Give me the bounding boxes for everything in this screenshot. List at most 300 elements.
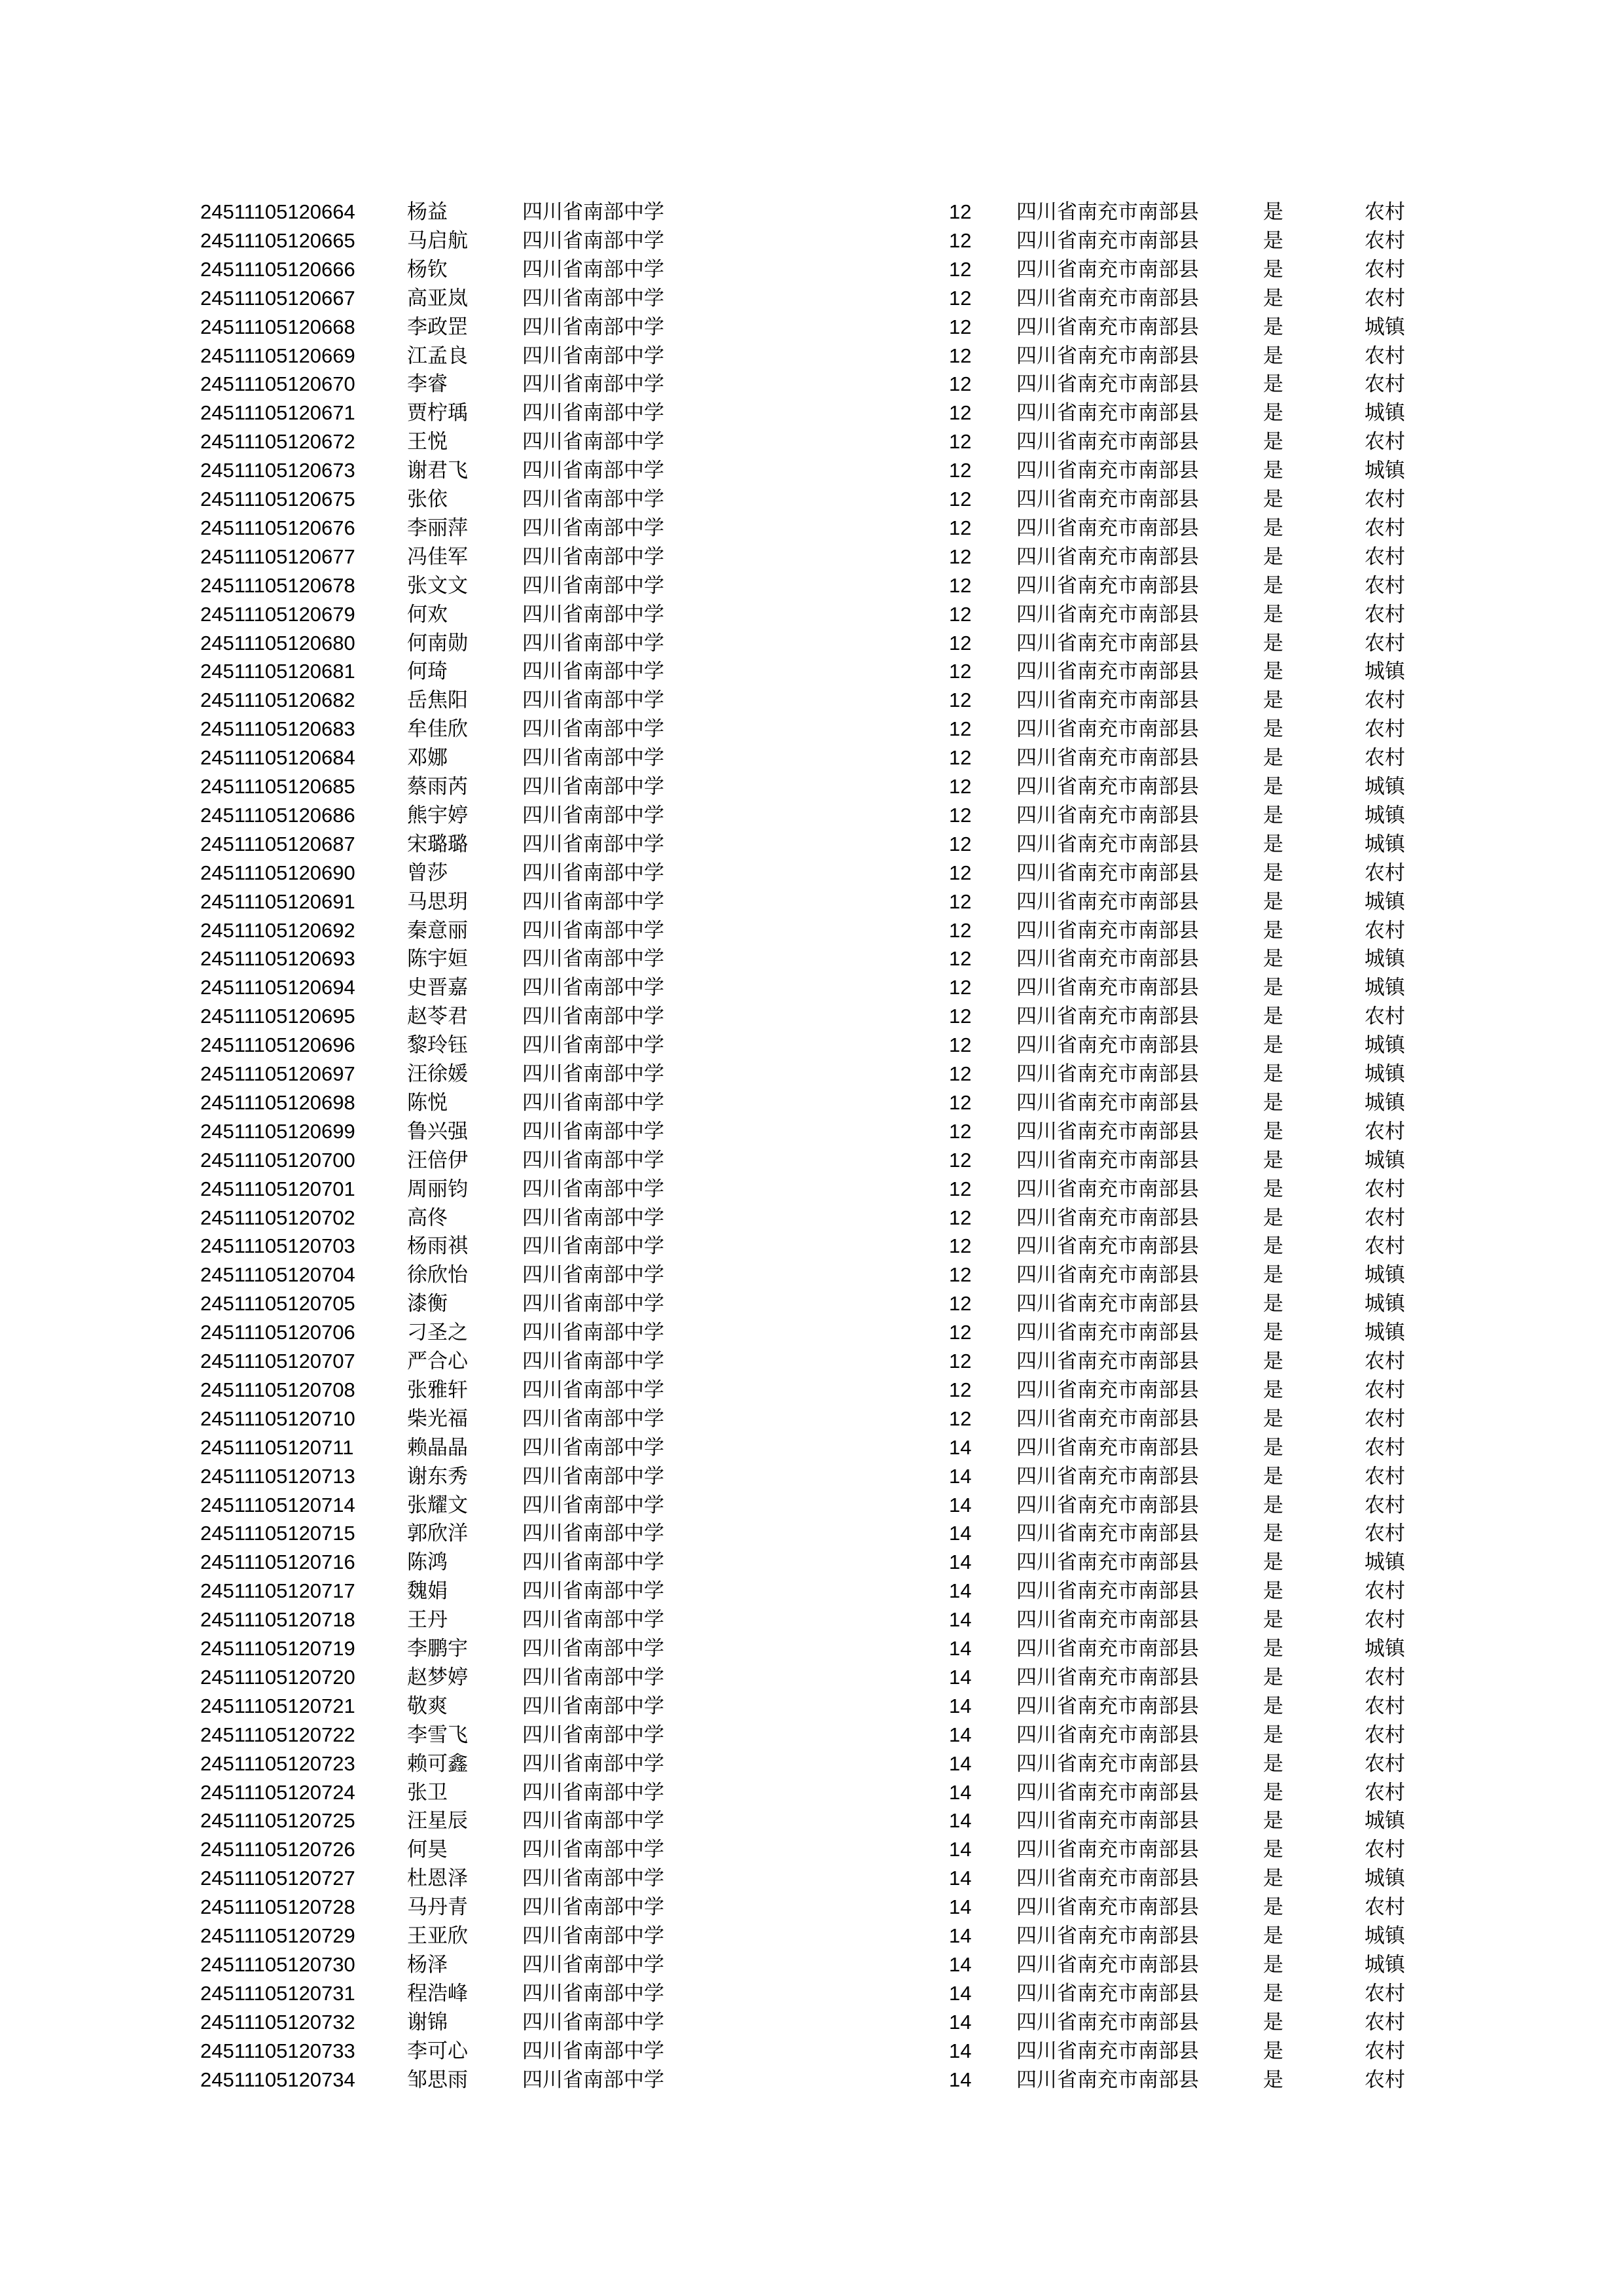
grade-cell: 12 [949,832,972,855]
student-name-cell: 鲁兴强 [407,1119,468,1143]
student-id-cell: 24511105120665 [200,228,355,252]
status-cell: 是 [1263,257,1283,281]
address-cell: 四川省南充市南部县 [1016,1751,1199,1776]
student-id-cell: 24511105120679 [200,602,355,626]
status-cell: 是 [1263,1838,1283,1862]
student-name-cell: 郭欣洋 [407,1522,468,1546]
status-cell: 是 [1263,1493,1283,1517]
table-row [0,888,1623,916]
area-type-cell: 农村 [1364,1522,1405,1546]
address-cell: 四川省南充市南部县 [1016,545,1199,569]
table-row [0,1491,1623,1520]
school-cell: 四川省南部中学 [522,545,664,569]
student-id-cell: 24511105120673 [200,459,355,482]
grade-cell: 14 [949,1665,972,1689]
school-cell: 四川省南部中学 [522,1407,664,1431]
school-cell: 四川省南部中学 [522,803,664,827]
student-name-cell: 李雪飞 [407,1723,468,1747]
status-cell: 是 [1263,1608,1283,1632]
grade-cell: 12 [949,401,972,425]
table-row [0,973,1623,1002]
student-name-cell: 何昊 [407,1838,448,1862]
status-cell: 是 [1263,516,1283,540]
student-id-cell: 24511105120677 [200,545,355,568]
status-cell: 是 [1263,1723,1283,1747]
student-name-cell: 江孟良 [407,344,468,368]
area-type-cell: 城镇 [1364,889,1405,914]
area-type-cell: 农村 [1364,1723,1405,1747]
status-cell: 是 [1263,488,1283,511]
table-row [0,657,1623,686]
school-cell: 四川省南部中学 [522,1579,664,1604]
student-id-cell: 24511105120732 [200,2010,355,2034]
address-cell: 四川省南充市南部县 [1016,1838,1199,1862]
student-name-cell: 赖晶晶 [407,1435,468,1460]
address-cell: 四川省南充市南部县 [1016,1177,1199,1201]
grade-cell: 14 [949,1838,972,1861]
area-type-cell: 城镇 [1364,775,1405,798]
student-id-cell: 24511105120728 [200,1895,355,1919]
school-cell: 四川省南部中学 [522,889,664,914]
student-name-cell: 杨雨祺 [407,1234,468,1259]
student-name-cell: 高佟 [407,1206,448,1230]
school-cell: 四川省南部中学 [522,1867,664,1891]
student-name-cell: 魏娟 [407,1579,448,1604]
grade-cell: 12 [949,1407,972,1430]
status-cell: 是 [1263,430,1283,454]
school-cell: 四川省南部中学 [522,861,664,885]
table-row [0,916,1623,945]
table-row [0,1749,1623,1778]
address-cell: 四川省南充市南部县 [1016,918,1199,942]
status-cell: 是 [1263,1665,1283,1689]
school-cell: 四川省南部中学 [522,430,664,454]
area-type-cell: 农村 [1364,430,1405,454]
table-row [0,1175,1623,1204]
student-name-cell: 邓娜 [407,746,448,770]
area-type-cell: 农村 [1364,1464,1405,1488]
table-row [0,514,1623,543]
student-name-cell: 徐欣怡 [407,1263,468,1287]
table-row [0,485,1623,514]
address-cell: 四川省南充市南部县 [1016,2010,1199,2034]
school-cell: 四川省南部中学 [522,401,664,425]
address-cell: 四川省南充市南部县 [1016,1981,1199,2005]
address-cell: 四川省南充市南部县 [1016,1062,1199,1086]
school-cell: 四川省南部中学 [522,1435,664,1460]
area-type-cell: 城镇 [1364,1551,1405,1575]
grade-cell: 14 [949,1464,972,1488]
student-id-cell: 24511105120726 [200,1838,355,1861]
address-cell: 四川省南充市南部县 [1016,947,1199,971]
student-name-cell: 李可心 [407,2039,468,2063]
area-type-cell: 农村 [1364,746,1405,770]
grade-cell: 12 [949,516,972,539]
address-cell: 四川省南充市南部县 [1016,1407,1199,1431]
address-cell: 四川省南充市南部县 [1016,746,1199,770]
grade-cell: 14 [949,1551,972,1574]
status-cell: 是 [1263,775,1283,798]
area-type-cell: 农村 [1364,1005,1405,1029]
status-cell: 是 [1263,315,1283,339]
grade-cell: 14 [949,1723,972,1746]
area-type-cell: 城镇 [1364,976,1405,1000]
school-cell: 四川省南部中学 [522,1895,664,1920]
student-name-cell: 马思玥 [407,889,468,914]
school-cell: 四川省南部中学 [522,286,664,310]
student-id-cell: 24511105120687 [200,832,355,855]
area-type-cell: 农村 [1364,1838,1405,1862]
address-cell: 四川省南充市南部县 [1016,573,1199,598]
student-id-cell: 24511105120701 [200,1177,355,1200]
school-cell: 四川省南部中学 [522,315,664,339]
student-id-cell: 24511105120672 [200,430,355,454]
grade-cell: 12 [949,717,972,741]
student-id-cell: 24511105120696 [200,1033,355,1057]
table-row [0,198,1623,226]
table-row [0,427,1623,456]
area-type-cell: 城镇 [1364,1148,1405,1172]
table-row [0,686,1623,715]
area-type-cell: 农村 [1364,1981,1405,2005]
table-row [0,944,1623,973]
table-row [0,1289,1623,1318]
address-cell: 四川省南充市南部县 [1016,631,1199,655]
address-cell: 四川省南充市南部县 [1016,1551,1199,1575]
table-row [0,1893,1623,1922]
area-type-cell: 农村 [1364,861,1405,885]
student-name-cell: 冯佳军 [407,545,468,569]
student-name-cell: 何琦 [407,660,448,684]
area-type-cell: 城镇 [1364,1090,1405,1115]
grade-cell: 14 [949,1694,972,1717]
student-name-cell: 赵苓君 [407,1005,468,1029]
grade-cell: 14 [949,1895,972,1919]
status-cell: 是 [1263,344,1283,368]
student-name-cell: 谢锦 [407,2010,448,2034]
student-name-cell: 史晋嘉 [407,976,468,1000]
table-row [0,313,1623,342]
student-id-cell: 24511105120731 [200,1981,355,2005]
area-type-cell: 农村 [1364,1780,1405,1804]
student-id-cell: 24511105120692 [200,918,355,942]
status-cell: 是 [1263,947,1283,971]
status-cell: 是 [1263,573,1283,598]
table-row [0,744,1623,772]
status-cell: 是 [1263,1551,1283,1575]
grade-cell: 12 [949,660,972,683]
student-id-cell: 24511105120683 [200,717,355,741]
address-cell: 四川省南充市南部县 [1016,1522,1199,1546]
address-cell: 四川省南充市南部县 [1016,976,1199,1000]
area-type-cell: 农村 [1364,488,1405,511]
grade-cell: 14 [949,1608,972,1632]
area-type-cell: 农村 [1364,1177,1405,1201]
student-name-cell: 严合心 [407,1350,468,1373]
grade-cell: 12 [949,430,972,454]
student-name-cell: 张文文 [407,573,468,598]
grade-cell: 12 [949,861,972,884]
grade-cell: 12 [949,631,972,655]
address-cell: 四川省南充市南部县 [1016,1321,1199,1345]
table-row [0,1376,1623,1405]
student-name-cell: 邹思雨 [407,2068,468,2092]
student-name-cell: 李政罡 [407,315,468,339]
address-cell: 四川省南充市南部县 [1016,1234,1199,1259]
address-cell: 四川省南充市南部县 [1016,1350,1199,1373]
table-row [0,1060,1623,1088]
student-id-cell: 24511105120700 [200,1148,355,1172]
status-cell: 是 [1263,1292,1283,1316]
address-cell: 四川省南充市南部县 [1016,1378,1199,1402]
address-cell: 四川省南充市南部县 [1016,344,1199,368]
grade-cell: 14 [949,1522,972,1545]
student-name-cell: 杨益 [407,200,448,224]
address-cell: 四川省南充市南部县 [1016,660,1199,684]
student-id-cell: 24511105120702 [200,1206,355,1229]
school-cell: 四川省南部中学 [522,1493,664,1517]
student-id-cell: 24511105120706 [200,1321,355,1344]
area-type-cell: 农村 [1364,516,1405,540]
table-row [0,1922,1623,1950]
school-cell: 四川省南部中学 [522,660,664,684]
school-cell: 四川省南部中学 [522,602,664,626]
area-type-cell: 农村 [1364,1378,1405,1402]
status-cell: 是 [1263,1321,1283,1345]
student-name-cell: 蔡雨芮 [407,775,468,798]
student-id-cell: 24511105120714 [200,1493,355,1516]
student-name-cell: 杨钦 [407,257,448,281]
table-row [0,2066,1623,2094]
area-type-cell: 农村 [1364,1350,1405,1373]
address-cell: 四川省南充市南部县 [1016,1694,1199,1718]
school-cell: 四川省南部中学 [522,1177,664,1201]
table-row [0,1405,1623,1433]
area-type-cell: 城镇 [1364,947,1405,971]
address-cell: 四川省南充市南部县 [1016,889,1199,914]
table-row [0,1204,1623,1232]
student-name-cell: 谢君飞 [407,459,468,483]
student-id-cell: 24511105120694 [200,976,355,999]
area-type-cell: 农村 [1364,918,1405,942]
address-cell: 四川省南充市南部县 [1016,1464,1199,1488]
school-cell: 四川省南部中学 [522,488,664,511]
school-cell: 四川省南部中学 [522,1694,664,1718]
area-type-cell: 农村 [1364,1694,1405,1718]
school-cell: 四川省南部中学 [522,832,664,856]
school-cell: 四川省南部中学 [522,1090,664,1115]
address-cell: 四川省南充市南部县 [1016,488,1199,511]
grade-cell: 14 [949,1780,972,1804]
address-cell: 四川省南充市南部县 [1016,430,1199,454]
area-type-cell: 农村 [1364,344,1405,368]
table-row [0,1835,1623,1864]
address-cell: 四川省南充市南部县 [1016,1665,1199,1689]
status-cell: 是 [1263,1464,1283,1488]
status-cell: 是 [1263,631,1283,655]
address-cell: 四川省南充市南部县 [1016,1608,1199,1632]
student-id-cell: 24511105120698 [200,1090,355,1114]
address-cell: 四川省南充市南部县 [1016,459,1199,483]
table-row [0,1088,1623,1117]
school-cell: 四川省南部中学 [522,1234,664,1259]
school-cell: 四川省南部中学 [522,631,664,655]
address-cell: 四川省南充市南部县 [1016,1895,1199,1920]
status-cell: 是 [1263,602,1283,626]
student-name-cell: 张雅轩 [407,1378,468,1402]
address-cell: 四川省南充市南部县 [1016,689,1199,713]
table-row [0,284,1623,313]
school-cell: 四川省南部中学 [522,200,664,224]
student-id-cell: 24511105120730 [200,1952,355,1976]
school-cell: 四川省南部中学 [522,1464,664,1488]
student-name-cell: 马丹青 [407,1895,468,1920]
area-type-cell: 农村 [1364,717,1405,742]
address-cell: 四川省南充市南部县 [1016,1148,1199,1172]
grade-cell: 12 [949,889,972,913]
student-id-cell: 24511105120668 [200,315,355,338]
grade-cell: 14 [949,1809,972,1833]
grade-cell: 12 [949,602,972,626]
address-cell: 四川省南充市南部县 [1016,286,1199,310]
school-cell: 四川省南部中学 [522,1981,664,2005]
school-cell: 四川省南部中学 [522,2068,664,2092]
school-cell: 四川省南部中学 [522,2039,664,2063]
area-type-cell: 农村 [1364,286,1405,310]
school-cell: 四川省南部中学 [522,1005,664,1029]
area-type-cell: 农村 [1364,1206,1405,1230]
grade-cell: 12 [949,257,972,281]
student-id-cell: 24511105120681 [200,660,355,683]
student-id-cell: 24511105120695 [200,1005,355,1028]
school-cell: 四川省南部中学 [522,1952,664,1977]
student-name-cell: 牟佳欣 [407,717,468,742]
student-id-cell: 24511105120685 [200,775,355,798]
table-row [0,859,1623,888]
school-cell: 四川省南部中学 [522,976,664,1000]
student-id-cell: 24511105120693 [200,947,355,971]
status-cell: 是 [1263,1206,1283,1230]
student-name-cell: 王丹 [407,1608,448,1632]
address-cell: 四川省南充市南部县 [1016,1637,1199,1660]
table-row [0,226,1623,255]
student-id-cell: 24511105120720 [200,1665,355,1689]
school-cell: 四川省南部中学 [522,1321,664,1345]
grade-cell: 14 [949,1924,972,1947]
status-cell: 是 [1263,1694,1283,1718]
student-name-cell: 王亚欣 [407,1924,468,1948]
area-type-cell: 农村 [1364,2039,1405,2063]
school-cell: 四川省南部中学 [522,372,664,397]
school-cell: 四川省南部中学 [522,1292,664,1316]
student-name-cell: 黎玲钰 [407,1033,468,1058]
area-type-cell: 农村 [1364,1665,1405,1689]
grade-cell: 12 [949,947,972,971]
grade-cell: 14 [949,1493,972,1516]
address-cell: 四川省南充市南部县 [1016,1090,1199,1115]
status-cell: 是 [1263,1952,1283,1977]
status-cell: 是 [1263,2039,1283,2063]
table-row [0,2008,1623,2037]
student-name-cell: 汪倍伊 [407,1148,468,1172]
area-type-cell: 农村 [1364,2010,1405,2034]
school-cell: 四川省南部中学 [522,573,664,598]
address-cell: 四川省南充市南部县 [1016,1005,1199,1029]
student-name-cell: 敬爽 [407,1694,448,1718]
student-id-cell: 24511105120725 [200,1809,355,1833]
table-row [0,1232,1623,1261]
grade-cell: 12 [949,228,972,252]
student-name-cell: 熊宇婷 [407,803,468,827]
area-type-cell: 农村 [1364,631,1405,655]
school-cell: 四川省南部中学 [522,257,664,281]
grade-cell: 14 [949,2039,972,2062]
area-type-cell: 城镇 [1364,315,1405,339]
student-name-cell: 岳焦阳 [407,689,468,713]
student-id-cell: 24511105120667 [200,286,355,310]
school-cell: 四川省南部中学 [522,1148,664,1172]
area-type-cell: 农村 [1364,1608,1405,1632]
student-id-cell: 24511105120691 [200,889,355,913]
table-row [0,1117,1623,1146]
student-name-cell: 柴光福 [407,1407,468,1431]
status-cell: 是 [1263,1148,1283,1172]
grade-cell: 12 [949,1378,972,1401]
status-cell: 是 [1263,803,1283,827]
address-cell: 四川省南充市南部县 [1016,832,1199,856]
status-cell: 是 [1263,746,1283,770]
address-cell: 四川省南充市南部县 [1016,516,1199,540]
grade-cell: 12 [949,459,972,482]
grade-cell: 12 [949,1321,972,1344]
student-id-cell: 24511105120704 [200,1263,355,1287]
school-cell: 四川省南部中学 [522,1751,664,1776]
status-cell: 是 [1263,1119,1283,1143]
school-cell: 四川省南部中学 [522,1263,664,1287]
area-type-cell: 农村 [1364,1234,1405,1259]
student-name-cell: 陈鸿 [407,1551,448,1575]
table-row [0,1692,1623,1721]
status-cell: 是 [1263,1350,1283,1373]
address-cell: 四川省南充市南部县 [1016,775,1199,798]
school-cell: 四川省南部中学 [522,1924,664,1948]
student-name-cell: 程浩峰 [407,1981,468,2005]
table-row [0,1778,1623,1807]
school-cell: 四川省南部中学 [522,918,664,942]
status-cell: 是 [1263,861,1283,885]
student-id-cell: 24511105120724 [200,1780,355,1804]
school-cell: 四川省南部中学 [522,1608,664,1632]
status-cell: 是 [1263,200,1283,224]
student-id-cell: 24511105120686 [200,803,355,827]
area-type-cell: 城镇 [1364,1924,1405,1948]
student-id-cell: 24511105120715 [200,1522,355,1545]
grade-cell: 12 [949,344,972,367]
table-row [0,1663,1623,1692]
table-row [0,399,1623,427]
student-name-cell: 宋璐璐 [407,832,468,856]
address-cell: 四川省南充市南部县 [1016,602,1199,626]
grade-cell: 12 [949,1263,972,1287]
school-cell: 四川省南部中学 [522,717,664,742]
student-name-cell: 何南勋 [407,631,468,655]
address-cell: 四川省南充市南部县 [1016,401,1199,425]
address-cell: 四川省南充市南部县 [1016,315,1199,339]
student-id-cell: 24511105120717 [200,1579,355,1603]
school-cell: 四川省南部中学 [522,459,664,483]
grade-cell: 12 [949,1177,972,1200]
student-id-cell: 24511105120703 [200,1234,355,1258]
